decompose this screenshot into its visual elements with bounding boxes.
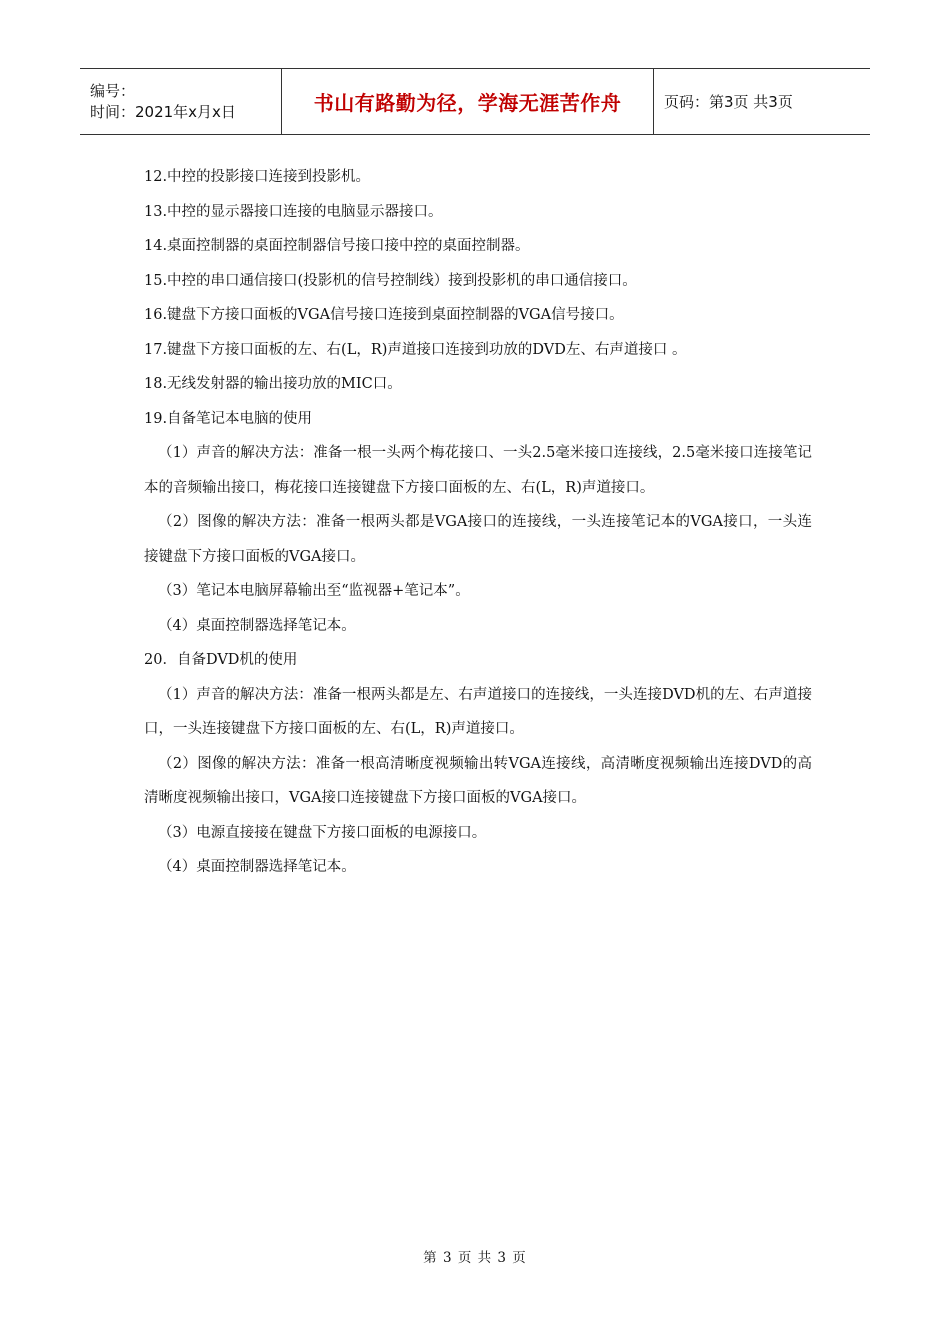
document-body xyxy=(144,160,812,885)
paragraph-20-3: （3）电源直接接在键盘下方接口面板的电源接口。 xyxy=(158,824,487,841)
page-footer: 第 3 页 共 3 页 xyxy=(423,1250,527,1266)
list-item-17: 17.键盘下方接口面板的左、右(L，R)声道接口连接到功放的DVD左、右声道接口 。 xyxy=(144,341,687,358)
document-number-label: 编号： xyxy=(90,81,136,100)
paragraph-19-1: （1）声音的解决方法：准备一根一头两个梅花接口、一头2.5毫米接口连接线，2.5毫米接口连接笔记本的音频输出接口，梅花接口连接键盘下方接口面板的左、右(L，R)声道接口。 xyxy=(144,445,812,496)
paragraph-19-3: （3）笔记本电脑屏幕输出至“监视器+笔记本”。 xyxy=(158,583,470,599)
paragraph-20-4: （4）桌面控制器选择笔记本。 xyxy=(158,859,356,875)
section-heading-19: 19.自备笔记本电脑的使用 xyxy=(144,410,313,427)
document-date-label: 时间：2021年x月x日 xyxy=(90,102,236,121)
section-heading-20: 20．自备DVD机的使用 xyxy=(144,652,298,668)
list-item-16: 16.键盘下方接口面板的VGA信号接口连接到桌面控制器的VGA信号接口。 xyxy=(144,307,624,323)
list-item-18: 18.无线发射器的输出接功放的MIC口。 xyxy=(144,376,402,392)
list-item-15: 15.中控的串口通信接口(投影机的信号控制线）接到投影机的串口通信接口。 xyxy=(144,272,637,289)
paragraph-20-1: （1）声音的解决方法：准备一根两头都是左、右声道接口的连接线，一头连接DVD机的左、右声道接口，一头连接键盘下方接口面板的左、右(L，R)声道接口。 xyxy=(144,686,812,737)
list-item-12: 12.中控的投影接口连接到投影机。 xyxy=(144,169,371,185)
list-item-13: 13.中控的显示器接口连接的电脑显示器接口。 xyxy=(144,203,443,220)
page-header xyxy=(80,68,870,135)
paragraph-19-2: （2）图像的解决方法：准备一根两头都是VGA接口的连接线，一头连接笔记本的VGA接口，一头连接键盘下方接口面板的VGA接口。 xyxy=(144,514,812,565)
header-meta xyxy=(80,69,282,134)
paragraph-19-4: （4）桌面控制器选择笔记本。 xyxy=(158,617,356,634)
list-item-14: 14.桌面控制器的桌面控制器信号接口接中控的桌面控制器。 xyxy=(144,238,530,254)
paragraph-20-2: （2）图像的解决方法：准备一根高清晰度视频输出转VGA连接线，高清晰度视频输出连接DVD的高清晰度视频输出接口，VGA接口连接键盘下方接口面板的VGA接口。 xyxy=(144,755,812,806)
header-motto: 书山有路勤为径，学海无涯苦作舟 xyxy=(282,69,654,134)
header-page-number: 页码：第3页 共3页 xyxy=(664,93,793,111)
